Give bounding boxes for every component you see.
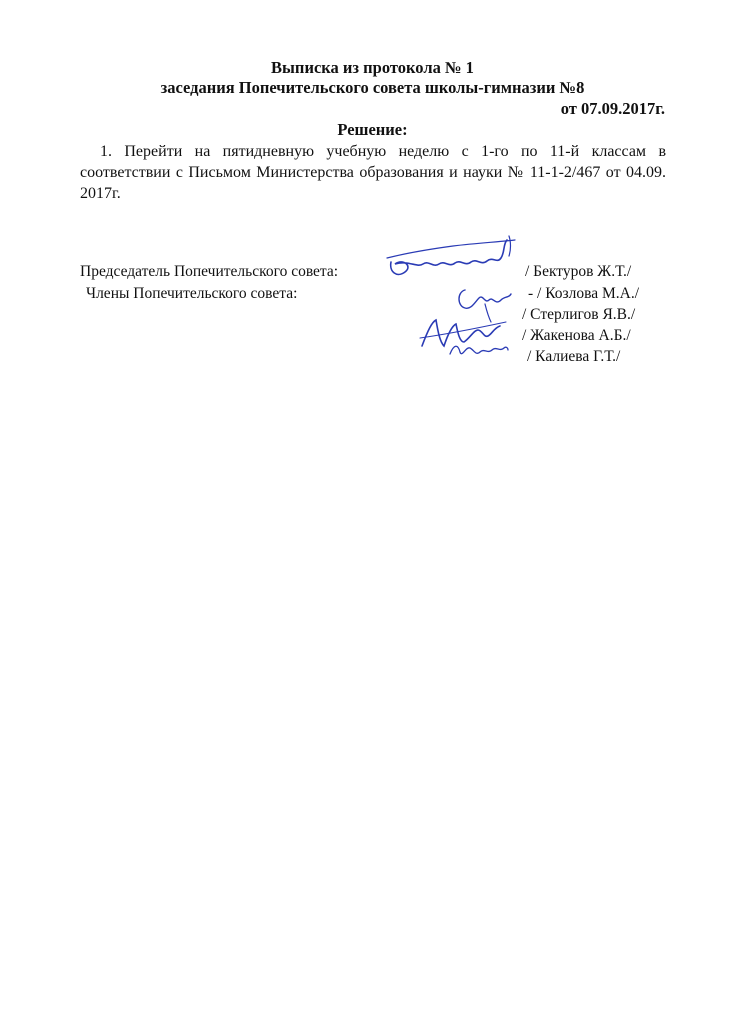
chair-signature	[383, 232, 523, 284]
signatory-name: / Бектуров Ж.Т./	[525, 263, 632, 280]
members-role-label: Члены Попечительского совета:	[86, 285, 298, 302]
chair-role-label: Председатель Попечительского совета:	[80, 263, 339, 280]
signatory-name: / Жакенова А.Б./	[522, 327, 631, 344]
signatory-name: / Стерлигов Я.В./	[522, 306, 636, 323]
decision-item: 1. Перейти на пятидневную учебную неделю с 1-го по 11-й классам в соответствии с Письмом Министерства образования и науки № 11-1-2/467 от 04.09. 2017г.	[80, 143, 666, 202]
signatory-name: - / Козлова М.А./	[528, 285, 640, 302]
signatory-name: / Калиева Г.Т./	[527, 348, 621, 365]
document-title: Выписка из протокола № 1	[271, 58, 474, 77]
document-subtitle: заседания Попечительского совета школы-гимназии №8	[160, 78, 585, 97]
document-date: от 07.09.2017г.	[560, 99, 665, 118]
decision-heading: Решение:	[337, 120, 408, 139]
member-signature	[448, 340, 510, 362]
